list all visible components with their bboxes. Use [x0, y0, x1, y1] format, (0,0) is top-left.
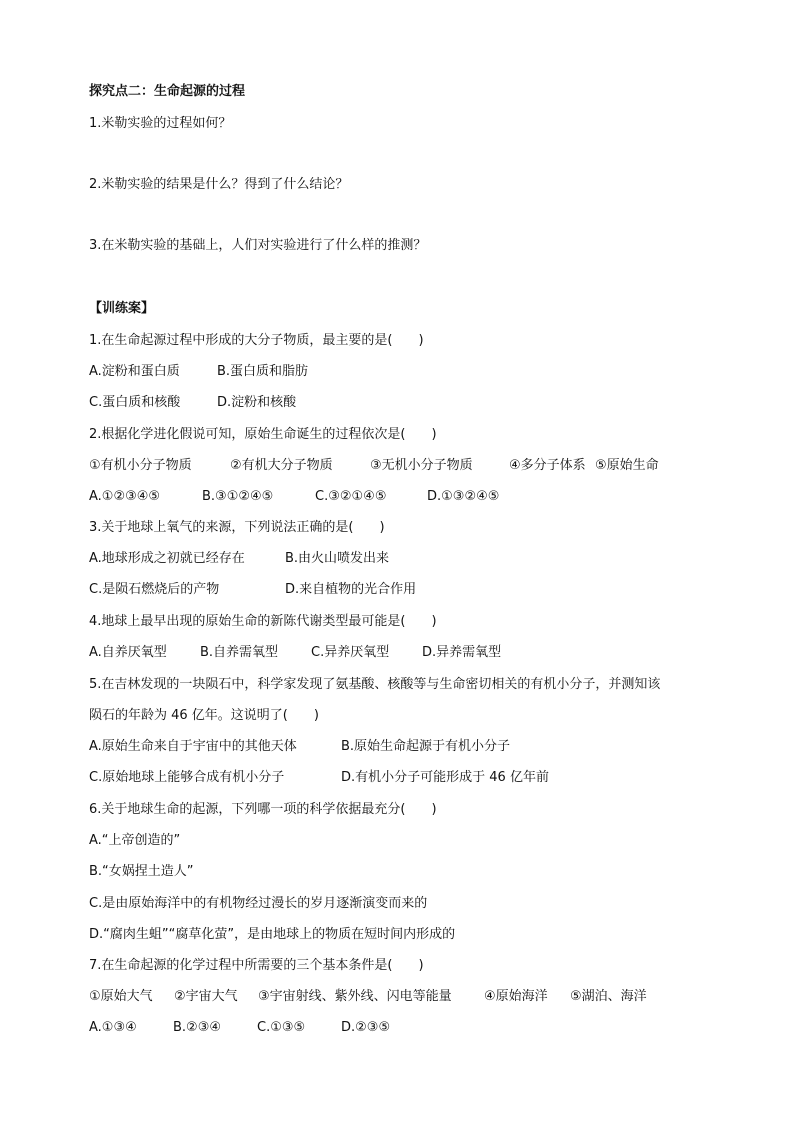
q5-option-b: B.原始生命起源于有机小分子: [341, 739, 511, 754]
q7-item-1: ①原始大气: [89, 989, 153, 1004]
q2-options: [89, 487, 734, 507]
q4-option-b: B.自养需氧型: [200, 645, 279, 660]
q7-item-2: ②宇宙大气: [174, 989, 238, 1004]
inquiry-question-1: 1.米勒实验的过程如何？: [89, 116, 232, 131]
q1-stem: 1.在生命起源过程中形成的大分子物质，最主要的是( ): [89, 333, 424, 348]
q3-option-b: B.由火山喷发出来: [285, 551, 390, 566]
q6-stem: 6.关于地球生命的起源，下列哪一项的科学依据最充分( ): [89, 802, 437, 817]
q1-option-c: C.蛋白质和核酸: [89, 395, 181, 410]
section-title: 探究点二：生命起源的过程: [89, 84, 246, 99]
q4-option-c: C.异养厌氧型: [311, 645, 390, 660]
q3-option-d: D.来自植物的光合作用: [285, 582, 417, 597]
q7-items: [89, 987, 734, 1007]
inquiry-question-3: 3.在米勒实验的基础上，人们对实验进行了什么样的推测？: [89, 238, 427, 253]
q2-item-1: ①有机小分子物质: [89, 458, 192, 473]
q3-options-row-2: [89, 580, 734, 600]
q2-item-2: ②有机大分子物质: [230, 458, 333, 473]
q7-item-5: ⑤湖泊、海洋: [570, 989, 647, 1004]
q7-stem: 7.在生命起源的化学过程中所需要的三个基本条件是( ): [89, 958, 424, 973]
q3-options-row-1: [89, 549, 734, 569]
q4-option-a: A.自养厌氧型: [89, 645, 167, 660]
q2-item-5: ⑤原始生命: [595, 458, 659, 473]
q6-option-b: B.“女娲捏土造人”: [89, 864, 194, 879]
q2-option-c: C.③②①④⑤: [315, 489, 387, 504]
q4-option-d: D.异养需氧型: [422, 645, 502, 660]
q1-option-b: B.蛋白质和脂肪: [217, 364, 309, 379]
q5-stem-line-2: 陨石的年龄为 46 亿年。这说明了( ): [89, 708, 319, 723]
q2-item-4: ④多分子体系: [509, 458, 586, 473]
q7-option-a: A.①③④: [89, 1020, 137, 1035]
q6-option-d: D.“腐肉生蛆”“腐草化萤”，是由地球上的物质在短时间内形成的: [89, 927, 456, 942]
q1-option-d: D.淀粉和核酸: [217, 395, 297, 410]
q5-option-a: A.原始生命来自于宇宙中的其他天体: [89, 739, 297, 754]
q1-options-row-1: [89, 362, 734, 382]
q3-option-c: C.是陨石燃烧后的产物: [89, 582, 220, 597]
q4-options: [89, 643, 734, 663]
q7-option-d: D.②③⑤: [341, 1020, 391, 1035]
q7-item-4: ④原始海洋: [484, 989, 548, 1004]
q6-option-c: C.是由原始海洋中的有机物经过漫长的岁月逐渐演变而来的: [89, 896, 428, 911]
q5-option-d: D.有机小分子可能形成于 46 亿年前: [341, 770, 549, 785]
q7-option-b: B.②③④: [173, 1020, 222, 1035]
q2-option-b: B.③①②④⑤: [202, 489, 274, 504]
q5-stem-line-1: 5.在吉林发现的一块陨石中，科学家发现了氨基酸、核酸等与生命密切相关的有机小分子，并测知该: [89, 677, 661, 692]
q2-item-3: ③无机小分子物质: [370, 458, 473, 473]
q5-option-c: C.原始地球上能够合成有机小分子: [89, 770, 285, 785]
q5-options-row-2: [89, 768, 734, 788]
q7-option-c: C.①③⑤: [257, 1020, 306, 1035]
q2-option-d: D.①③②④⑤: [427, 489, 500, 504]
q4-stem: 4.地球上最早出现的原始生命的新陈代谢类型最可能是( ): [89, 614, 437, 629]
q2-items: [89, 456, 734, 476]
q1-option-a: A.淀粉和蛋白质: [89, 364, 180, 379]
q1-options-row-2: [89, 393, 734, 413]
q3-stem: 3.关于地球上氧气的来源，下列说法正确的是( ): [89, 520, 385, 535]
q6-option-a: A.“上帝创造的”: [89, 833, 181, 848]
q5-options-row-1: [89, 737, 734, 757]
q2-option-a: A.①②③④⑤: [89, 489, 161, 504]
q7-options: [89, 1018, 734, 1038]
inquiry-question-2: 2.米勒实验的结果是什么？得到了什么结论？: [89, 177, 349, 192]
q3-option-a: A.地球形成之初就已经存在: [89, 551, 245, 566]
training-title: 【训练案】: [89, 301, 155, 316]
q7-item-3: ③宇宙射线、紫外线、闪电等能量: [258, 989, 452, 1004]
q2-stem: 2.根据化学进化假说可知，原始生命诞生的过程依次是( ): [89, 427, 437, 442]
